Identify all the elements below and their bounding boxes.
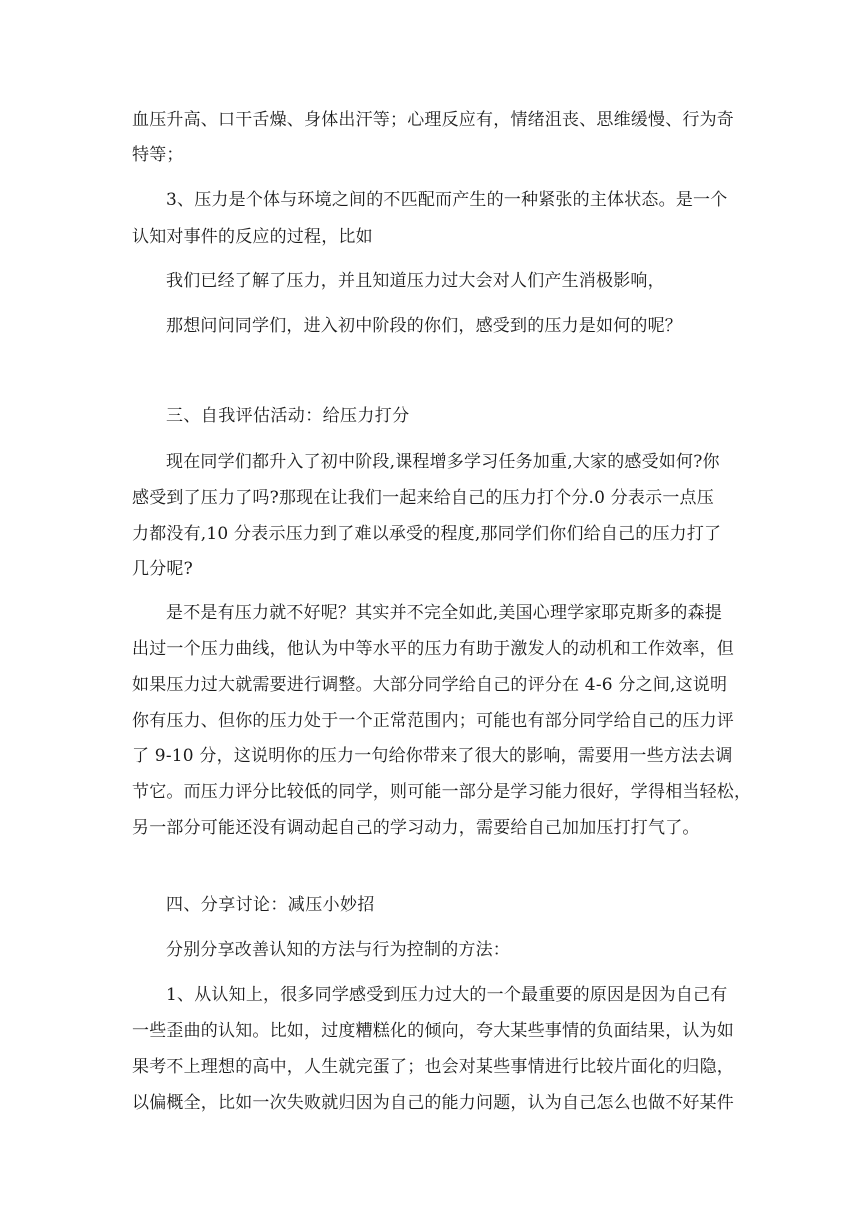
- paragraph-line: 一些歪曲的认知。比如，过度糟糕化的倾向，夸大某些事情的负面结果，认为如: [132, 1021, 734, 1041]
- paragraph-line: 1、从认知上，很多同学感受到压力过大的一个最重要的原因是因为自己有: [166, 985, 728, 1005]
- paragraph-line: 你有压力、但你的压力处于一个正常范围内；可能也有部分同学给自己的压力评: [132, 711, 734, 731]
- paragraph-line: 特等；: [132, 145, 184, 165]
- section-heading-3: 三、自我评估活动：给压力打分: [166, 406, 410, 426]
- paragraph-line: 感受到了压力了吗?那现在让我们一起来给自己的压力打个分.0 分表示一点压: [132, 488, 714, 508]
- paragraph-line: 我们已经了解了压力，并且知道压力过大会对人们产生消极影响，: [166, 271, 665, 291]
- paragraph-line: 以偏概全，比如一次失败就归因为自己的能力问题，认为自己怎么也做不好某件: [132, 1093, 734, 1113]
- paragraph-line: 是不是有压力就不好呢？其实并不完全如此,美国心理学家耶克斯多的森提: [166, 603, 723, 623]
- paragraph-line: 力都没有,10 分表示压力到了难以承受的程度,那同学们你们给自己的压力打了: [132, 524, 722, 544]
- paragraph-line: 分别分享改善认知的方法与行为控制的方法：: [166, 940, 510, 960]
- paragraph-line: 血压升高、口干舌燥、身体出汗等；心理反应有，情绪沮丧、思维缓慢、行为奇: [132, 110, 734, 130]
- paragraph-line: 3、压力是个体与环境之间的不匹配而产生的一种紧张的主体状态。是一个: [166, 190, 728, 210]
- paragraph-line: 认知对事件的反应的过程，比如: [132, 227, 373, 247]
- paragraph-line: 现在同学们都升入了初中阶段,课程增多学习任务加重,大家的感受如何?你: [166, 452, 720, 472]
- paragraph-line: 那想问问同学们，进入初中阶段的你们，感受到的压力是如何的呢？: [166, 316, 682, 336]
- paragraph-line: 了 9-10 分，这说明你的压力一句给你带来了很大的影响，需要用一些方法去调: [132, 746, 733, 766]
- paragraph-line: 果考不上理想的高中，人生就完蛋了；也会对某些事情进行比较片面化的归隐，: [132, 1057, 734, 1077]
- section-heading-4: 四、分享讨论：减压小妙招: [166, 895, 375, 915]
- paragraph-line: 如果压力过大就需要进行调整。大部分同学给自己的评分在 4-6 分之间,这说明: [132, 675, 728, 695]
- paragraph-line: 另一部分可能还没有调动起自己的学习动力，需要给自己加加压打打气了。: [132, 818, 700, 838]
- paragraph-line: 出过一个压力曲线，他认为中等水平的压力有助于激发人的动机和工作效率，但: [132, 639, 734, 659]
- paragraph-line: 几分呢?: [132, 559, 193, 579]
- paragraph-line: 节它。而压力评分比较低的同学，则可能一部分是学习能力很好，学得相当轻松，: [132, 782, 752, 802]
